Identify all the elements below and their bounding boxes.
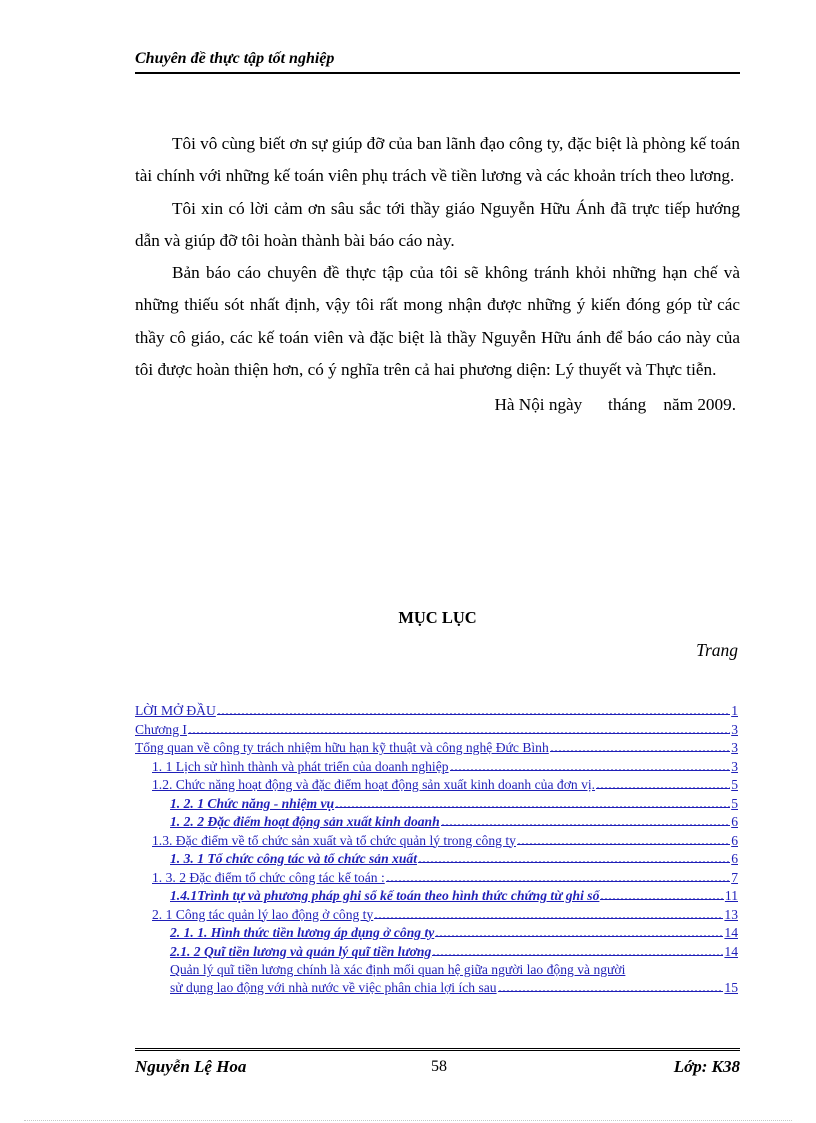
toc-leader (374, 906, 723, 919)
toc-leader (386, 869, 730, 882)
toc-leader (596, 776, 730, 789)
toc-leader (450, 758, 731, 771)
toc-entry-2-1-2[interactable] (135, 943, 738, 962)
toc-leader (217, 702, 730, 715)
toc-entry-page: 3 (731, 740, 738, 755)
toc-entry-text: LỜI MỞ ĐẦU (135, 703, 216, 718)
toc-entry-line2 (170, 979, 738, 998)
toc-entry-text: 1.2. Chức năng hoạt động và đặc điểm hoạt động sản xuất kinh doanh của đơn vị. (152, 777, 596, 792)
toc-entry-2-1[interactable] (135, 906, 738, 925)
toc-title: MỤC LỤC (398, 608, 477, 627)
toc-entry-text: 1. 3. 1 Tổ chức công tác và tổ chức sản xuất (170, 851, 417, 866)
toc-entry-text-line1: Quản lý quĩ tiền lương chính là xác định mối quan hệ giữa người lao động và người (170, 962, 626, 977)
toc-entry-page: 6 (731, 851, 738, 866)
toc-entry-chuong-1[interactable] (135, 721, 738, 740)
paragraph-3: Bản báo cáo chuyên đề thực tập của tôi sẽ không tránh khỏi những hạn chế và những thiếu sót nhất định, vậy tôi rất mong nhận được những ý kiến đóng góp từ các thầy cô giáo, các kế toán viên và đặc biệt là thầy Nguyễn Hữu ánh để báo cáo này của tôi được hoàn thiện hơn, có ý nghĩa trên cả hai phương diện: Lý thuyết và Thực tiễn. (135, 263, 740, 380)
toc-entry-text-line2: sử dụng lao động với nhà nước về việc phân chia lợi ích sau (170, 980, 497, 995)
toc-entry-text: 1.3. Đặc điểm về tổ chức sản xuất và tổ chức quản lý trong công ty (152, 832, 516, 848)
toc-entry-page: 11 (724, 888, 738, 903)
toc-entry-text: 1. 2. 1 Chức năng - nhiệm vụ (170, 795, 335, 811)
signature-line (135, 389, 740, 421)
footer-class: Lớp: K38 (673, 1057, 740, 1076)
toc-entry-1-3-1[interactable] (135, 850, 738, 869)
toc-entry-page: 5 (731, 777, 738, 792)
toc-entry-page: 3 (731, 721, 738, 737)
toc-leader (335, 795, 730, 808)
toc-entry-1-2-1[interactable] (135, 795, 738, 814)
paragraph-1: Tôi vô cùng biết ơn sự giúp đỡ của ban lãnh đạo công ty, đặc biệt là phòng kế toán tài chính với những kế toán viên phụ trách về tiền lương và các khoản trích theo lương. (135, 134, 740, 186)
toc-entry-1-2[interactable] (135, 776, 738, 795)
table-of-contents (135, 702, 738, 998)
header-title: Chuyên đề thực tập tốt nghiệp (135, 50, 335, 67)
toc-leader (517, 832, 730, 845)
toc-entry-text: 1. 3. 2 Đặc điểm tổ chức công tác kế toán : (152, 869, 385, 885)
toc-leader (441, 813, 731, 826)
toc-entry-page: 6 (731, 832, 738, 848)
toc-entry-page: 7 (731, 869, 738, 885)
toc-leader (188, 721, 730, 734)
toc-entry-text: 2. 1. 1. Hình thức tiền lương áp dụng ở công ty (170, 925, 435, 940)
paragraph-2: Tôi xin có lời cảm ơn sâu sắc tới thầy giáo Nguyễn Hữu Ánh đã trực tiếp hướng dẫn và giúp đỡ tôi hoàn thành bài báo cáo này. (135, 198, 740, 250)
toc-entry-page: 14 (724, 925, 738, 940)
toc-entry-1-2-2[interactable] (135, 813, 738, 832)
toc-entry-page: 1 (731, 703, 738, 718)
toc-entry-text: Tổng quan về công ty trách nhiệm hữu hạn kỹ thuật và công nghệ Đức Bình (135, 740, 549, 755)
toc-entry-text: 1.4.1Trình tự và phương pháp ghi sổ kế toán theo hình thức chứng từ ghi sổ (170, 888, 600, 903)
toc-leader (550, 739, 730, 752)
toc-leader (600, 887, 724, 900)
toc-leader (435, 924, 723, 937)
toc-leader (498, 979, 724, 992)
toc-entry-text: 2. 1 Công tác quản lý lao động ở công ty (152, 906, 374, 922)
toc-leader (418, 850, 730, 863)
toc-leader (432, 943, 723, 956)
page-header (135, 48, 740, 74)
footer-author: Nguyễn Lệ Hoa (135, 1057, 247, 1076)
toc-entry-page: 6 (731, 814, 738, 829)
toc-entry-text: 2.1. 2 Quĩ tiền lương và quản lý quĩ tiền lương (170, 943, 432, 959)
toc-page-label: Trang (696, 640, 738, 660)
footer-page-number: 58 (431, 1058, 447, 1075)
toc-entry-loi-mo-dau[interactable] (135, 702, 738, 721)
toc-entry-1-3-2[interactable] (135, 869, 738, 888)
toc-entry-tong-quan[interactable] (135, 739, 738, 758)
page-boundary (24, 1120, 792, 1121)
toc-entry-text: 1. 2. 2 Đặc điểm hoạt động sản xuất kinh doanh (170, 814, 440, 829)
toc-entry-quan-ly-quy[interactable] (135, 961, 738, 998)
toc-entry-page: 5 (731, 795, 738, 811)
toc-entry-1-1[interactable] (135, 758, 738, 777)
toc-entry-page: 3 (731, 758, 738, 774)
toc-entry-text: Chương I (135, 721, 187, 737)
signature-text: Hà Nội ngày tháng năm 2009. (494, 395, 736, 415)
body-text (135, 128, 740, 422)
toc-entry-1-4-1[interactable] (135, 887, 738, 906)
toc-entry-page: 14 (724, 943, 738, 959)
toc-entry-1-3[interactable] (135, 832, 738, 851)
toc-entry-page: 15 (724, 980, 738, 995)
toc-entry-page: 13 (724, 906, 738, 922)
toc-entry-text: 1. 1 Lịch sử hình thành và phát triển của doanh nghiệp (152, 758, 449, 774)
toc-entry-2-1-1[interactable] (135, 924, 738, 943)
page-footer (135, 1048, 740, 1079)
